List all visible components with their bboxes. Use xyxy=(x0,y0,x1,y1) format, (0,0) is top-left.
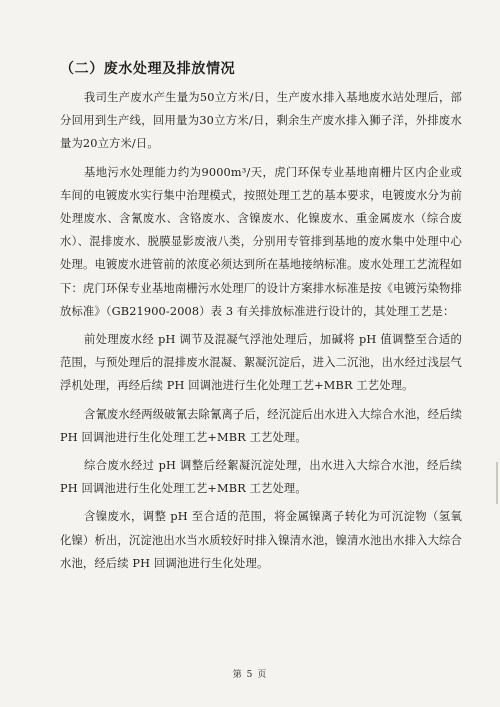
scan-edge-mark xyxy=(496,462,498,504)
page-number: 第 5 页 xyxy=(232,670,268,680)
paragraph-wastewater-volume: 我司生产废水产生量为50立方米/日，生产废水排入基地废水站处理后，部分回用到生产线，回用量为30立方米/日，剩余生产废水排入狮子洋，外排废水量为20立方米/日。 xyxy=(60,91,462,151)
paragraph-treatment-capacity: 基地污水处理能力约为9000m³/天，虎门环保专业基地南栅片区内企业或车间的电镀废水实行集中治理模式，按照处理工艺的基本要求，电镀废水分为前处理废水、含氰废水、含铬废水、含镍废水、化镍废水、重金属废水（综合废水）、混排废水、脱膜显影废液八类，分别用专管排到基地的废水集中处理中心处理。电镀废水进管前的浓度必须达到所在基地接纳标准。废水处理工艺流程如下：虎门环保专业基地南栅污水处理厂的设计方案排水标准是按《电镀污染物排放标准》（GB21900-2008）表 3 有关排放标准进行设计的，其处理工艺是： xyxy=(60,165,462,318)
section-heading: （二）废水处理及排放情况 xyxy=(60,61,236,77)
paragraph-cyanide-wastewater: 含氰废水经两级破氰去除氰离子后，经沉淀后出水进入大综合水池，经后续 PH 回调池进行生化处理工艺+MBR 工艺处理。 xyxy=(60,407,462,444)
paragraph-nickel-wastewater: 含镍废水，调整 pH 至合适的范围，将金属镍离子转化为可沉淀物（氢氧化镍）析出，沉淀池出水当水质较好时排入镍清水池，镍清水池出水排入大综合水池，经后续 PH 回调池进行生化处理。 xyxy=(60,510,462,570)
paragraph-comprehensive-wastewater: 综合废水经过 pH 调整后经絮凝沉淀处理，出水进入大综合水池，经后续PH 回调池进行生化处理工艺+MBR 工艺处理。 xyxy=(60,459,462,496)
paragraph-pretreatment: 前处理废水经 pH 调节及混凝气浮池处理后，加碱将 pH 值调整至合适的范围，与预处理后的混排废水混凝、絮凝沉淀后，进入二沉池，出水经过浅层气浮机处理，再经后续 PH 回调池进行生化处理工艺+MBR 工艺处理。 xyxy=(60,333,462,393)
